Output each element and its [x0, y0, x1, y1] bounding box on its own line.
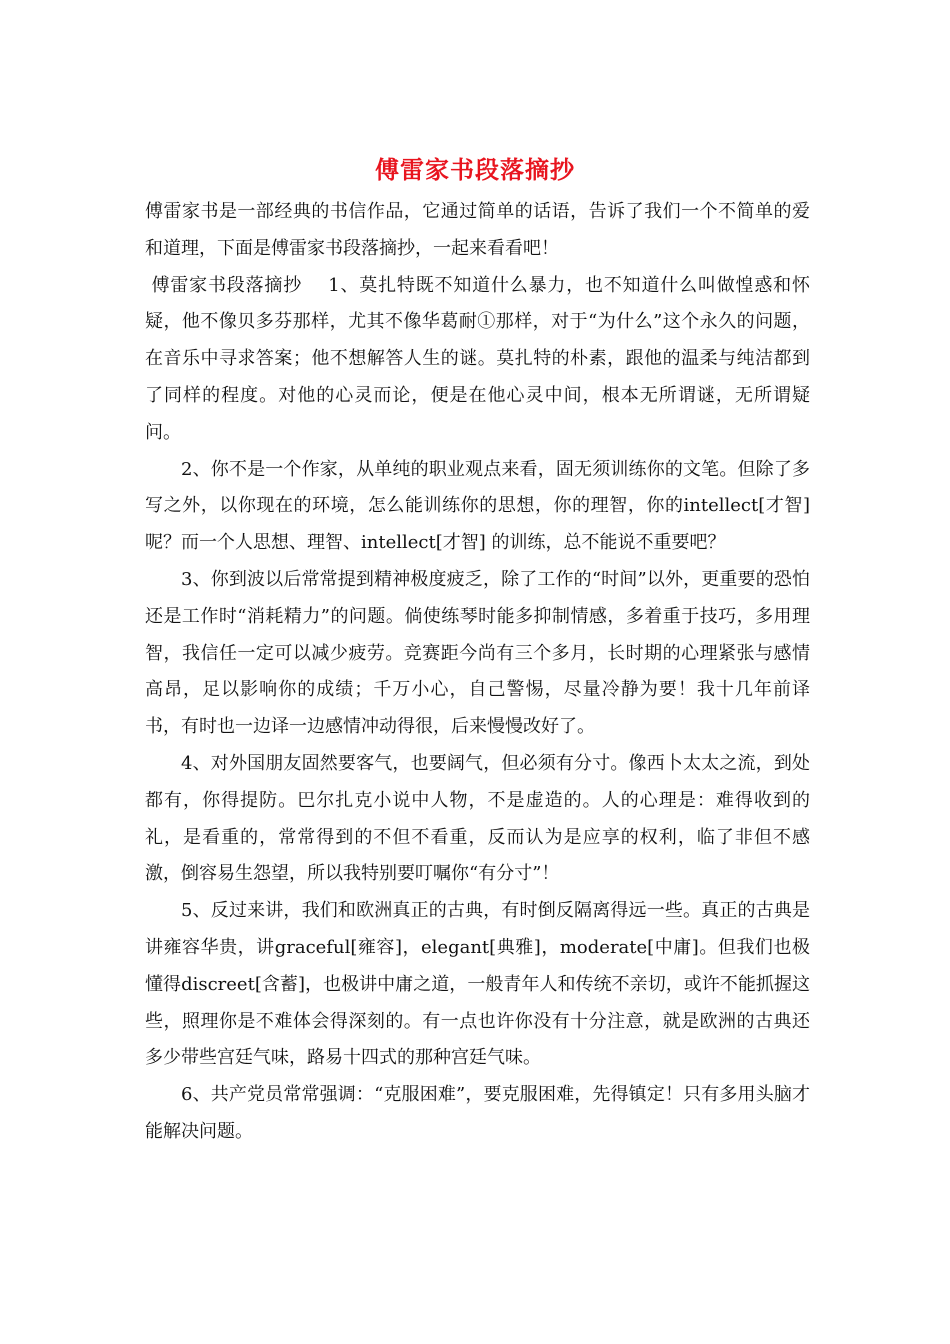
paragraph-intro: 傅雷家书是一部经典的书信作品，它通过简单的话语，告诉了我们一个不简单的爱和道理，下面是傅雷家书段落摘抄，一起来看看吧！: [145, 201, 810, 259]
paragraph-2: 2、你不是一个作家，从单纯的职业观点来看，固无须训练你的文笔。但除了多写之外，以你现在的环境，怎么能训练你的思想，你的理智，你的intellect[才智]呢？而一个人思想、理智、intellect[才智] 的训练，总不能说不重要吧？: [145, 458, 810, 554]
paragraph-6: 6、共产党员常常强调：“克服困难”，要克服困难，先得镇定！只有多用头脑才能解决问题。: [145, 1084, 810, 1142]
paragraph-5: 5、反过来讲，我们和欧洲真正的古典，有时倒反隔离得远一些。真正的古典是讲雍容华贵，讲graceful[雍容]，elegant[典雅]，moderate[中庸]。但我们也极懂得discreet[含蓄]，也极讲中庸之道，一般青年人和传统不亲切，或许不能抓握这些，照理你是不难体会得深刻的。有一点也许你没有十分注意，就是欧洲的古典还多少带些宫廷气味，路易十四式的那种宫廷气味。: [145, 900, 810, 1069]
document-body: [145, 194, 810, 1151]
document-title: 傅雷家书段落摘抄: [375, 155, 575, 184]
paragraph-1: 傅雷家书段落摘抄 1、莫扎特既不知道什么暴力，也不知道什么叫做惶惑和怀疑，他不像贝多芬那样，尤其不像华葛耐①那样，对于“为什么”这个永久的问题，在音乐中寻求答案；他不想解答人生的谜。莫扎特的朴素，跟他的温柔与纯洁都到了同样的程度。对他的心灵而论，便是在他心灵中间，根本无所谓谜，无所谓疑问。: [145, 274, 810, 443]
paragraph-4: 4、对外国朋友固然要客气，也要阔气，但必须有分寸。像西卜太太之流，到处都有，你得提防。巴尔扎克小说中人物，不是虚造的。人的心理是：难得收到的礼，是看重的，常常得到的不但不看重，反而认为是应享的权利，临了非但不感激，倒容易生怨望，所以我特别要叮嘱你“有分寸”！: [145, 752, 810, 885]
paragraph-3: 3、你到波以后常常提到精神极度疲乏，除了工作的“时间”以外，更重要的恐怕还是工作时“消耗精力”的问题。倘使练琴时能多抑制情感，多着重于技巧，多用理智，我信任一定可以减少疲劳。竞赛距今尚有三个多月，长时期的心理紧张与感情高昂，足以影响你的成绩；千万小心，自己警惕，尽量冷静为要！我十几年前译书，有时也一边译一边感情冲动得很，后来慢慢改好了。: [145, 568, 810, 738]
